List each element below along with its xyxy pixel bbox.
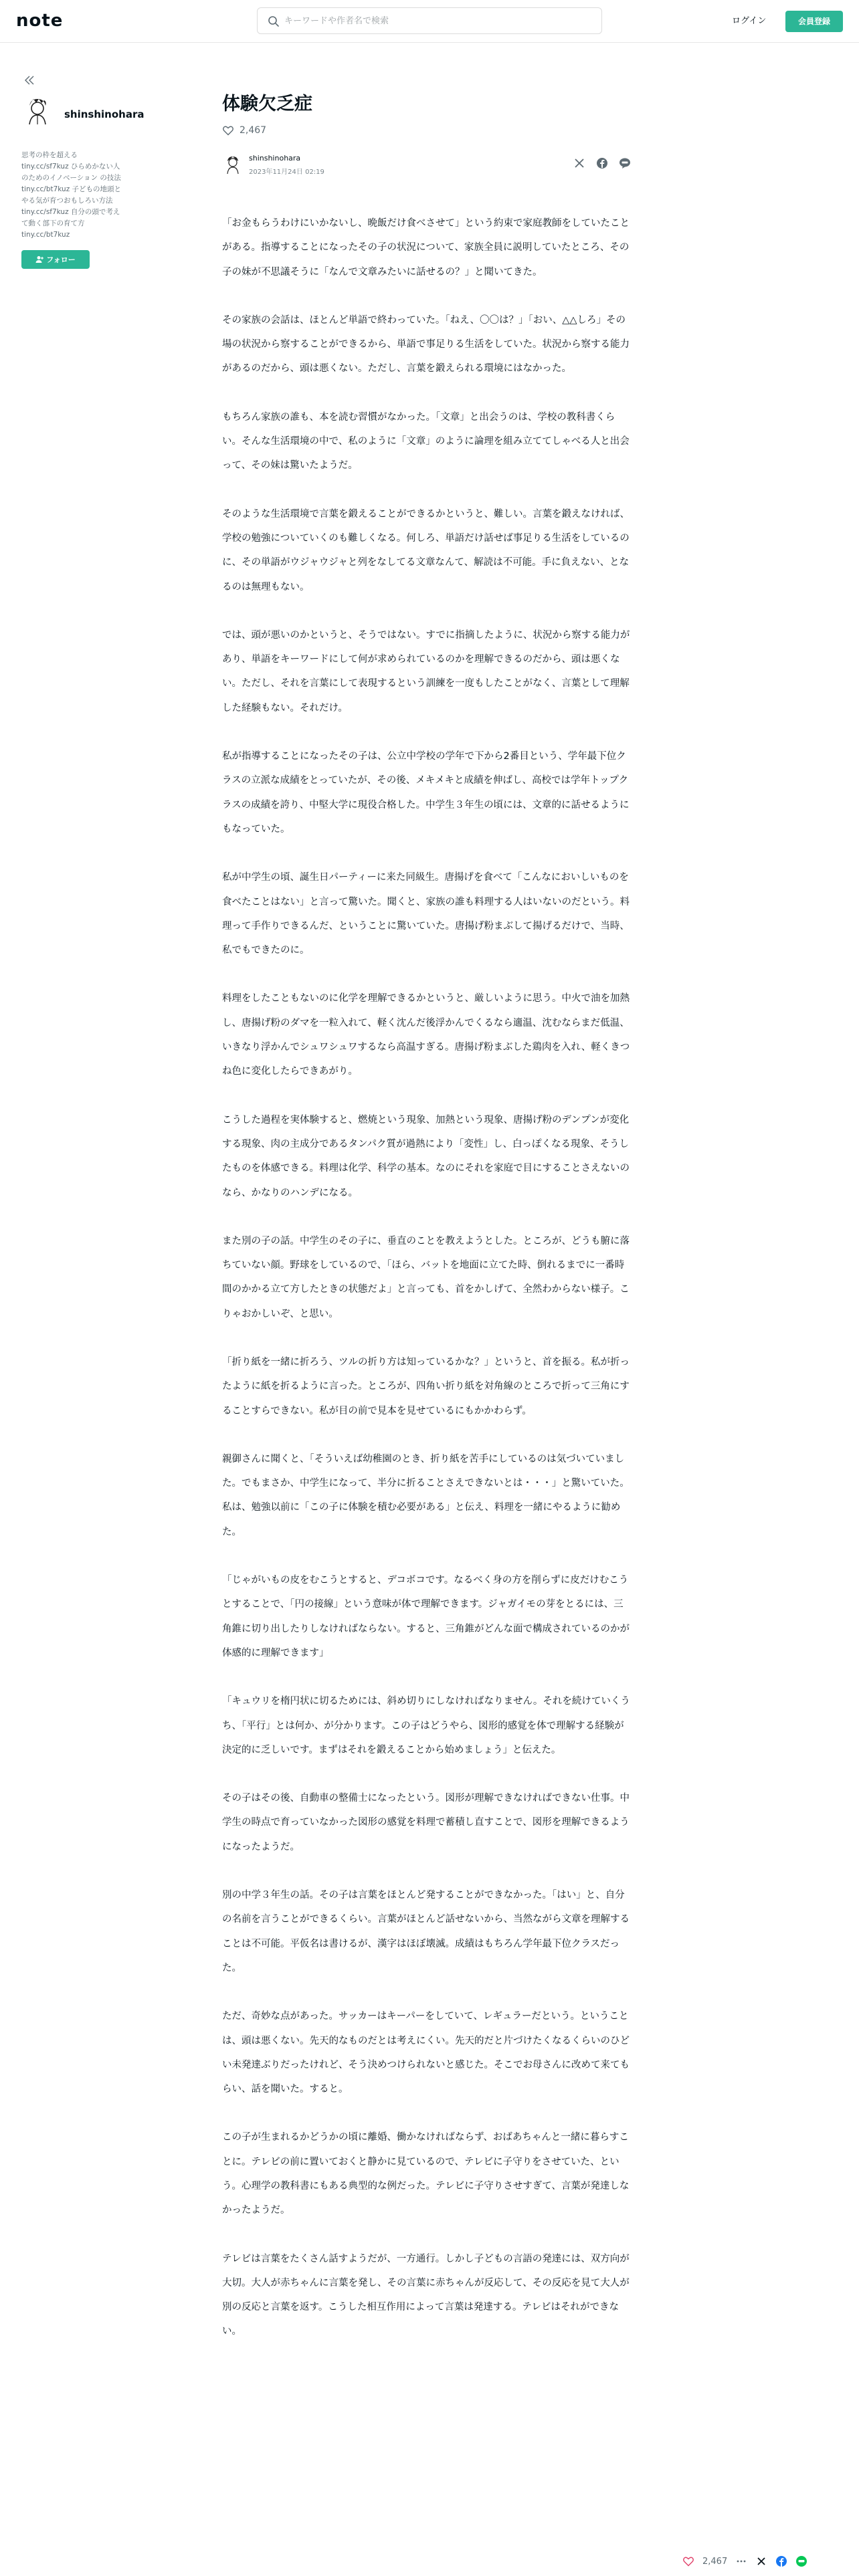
article-paragraph: 「お金もらうわけにいかないし、晩飯だけ食べさせて」という約束で家庭教師をしていたことがある。指導することになったその子の状況について、家族全員に説明していたところ、その子の妹が不思議そうに「なんで文章みたいに話せるの？」と聞いてきた。 (222, 218, 630, 278)
article-meta (222, 152, 632, 179)
article-paragraph: 料理をしたこともないのに化学を理解できるかというと、厳しいように思う。中火で油を加熱し、唐揚げ粉のダマを一粒入れて、軽く沈んだ後浮かんでくるなら適温、沈むならまだ低温、いきなり浮かんでシュワシュワするなら高温すぎる。唐揚げ粉まぶした鶏肉を入れ、軽くきつね色に変化したらできあがり。 (222, 993, 630, 1077)
article-paragraph: 「じゃがいもの皮をむこうとすると、デコボコです。なるべく身の方を削らずに皮だけむこうとすることで、「円の接線」という意味が体で理解できます。ジャガイモの芽をとるには、三角錐に切り出したりしなければならない。すると、三角錐がどんな面で構成されているのかが体感的に理解できます」 (222, 1575, 630, 1658)
article-paragraph: また別の子の話。中学生のその子に、垂直のことを教えようとした。ところが、どうも腑に落ちていない顔。野球をしているので、「ほら、バットを地面に立てた時、倒れるまでに一番時間のかかる立て方したときの状態だよ」と言っても、首をかしげて、全然わからない様子。こりゃおかしいぞ、と思い。 (222, 1235, 630, 1319)
article-paragraph: テレビは言葉をたくさん話すようだが、一方通行。しかし子どもの言語の発達には、双方向が大切。大人が赤ちゃんに言葉を発し、その言葉に赤ちゃんが反応して、その反応を見て大人が別の反応と言葉を返す。こうした相互作用によって言葉は発達する。テレビはそれができない。 (222, 2253, 630, 2337)
footer-x-icon[interactable] (755, 2555, 767, 2567)
article-paragraph: 「折り紙を一緒に折ろう、ツルの折り方は知っているかな？」というと、首を振る。私が折ったように紙を折るように言った。ところが、四角い折り紙を対角線のところで折って三角にすることすらできない。私が目の前で見本を見せているにもかかわらず。 (222, 1356, 630, 1416)
author-bio: 思考の枠を超える tiny.cc/sf7kuz ひらめかない人のためのイノベーション の技法 tiny.cc/bt7kuz 子どもの地頭とやる気が育つおもしろい方法 tiny.cc/sf7kuz 自分の頭で考えて動く部下の育て方 tiny.cc/bt7kuz (21, 151, 122, 239)
note-logo[interactable]: note (16, 11, 64, 31)
search-icon (267, 15, 280, 28)
article-paragraph: 私が中学生の頃、誕生日パーティーに来た同級生。唐揚げを食べて「こんなにおいしいものを食べたことはない」と言って驚いた。聞くと、家族の誰も料理する人はいないのだという。料理って手作りできるんだ、ということに驚いていた。唐揚げ粉まぶして揚げるだけで、当時、私でもできたのに。 (222, 872, 630, 956)
follow-button[interactable] (21, 250, 90, 269)
author-name[interactable]: shinshinohara (64, 108, 145, 120)
footer-facebook-icon[interactable] (775, 2555, 787, 2567)
article-paragraph: この子が生まれるかどうかの頃に離婚、働かなければならず、おばあちゃんと一緒に暮らすことに。テレビの前に置いておくと静かに見ているので、テレビに子守りをさせていた、という。心理学の教科書にもある典型的な例だった。テレビに子守りさせすぎて、言葉が発達しなかったようだ。 (222, 2132, 630, 2216)
article-paragraph: 別の中学３年生の話。その子は言葉をほとんど発することができなかった。「はい」と、自分の名前を言うことができるくらい。言葉がほとんど話せないから、当然ながら文章を理解することは不可能。平仮名は書けるが、漢字はほぼ壊滅。成績はもちろん学年最下位クラスだった。 (222, 1890, 630, 1973)
line-share-icon[interactable] (618, 156, 632, 170)
footer-likes-count: 2,467 (702, 2556, 728, 2567)
article-paragraph: もちろん家族の誰も、本を読む習慣がなかった。「文章」と出会うのは、学校の教科書くらい。そんな生活環境の中で、私のように「文章」のように論理を組み立ててしゃべる人と出会って、その妹は驚いたようだ。 (222, 411, 630, 471)
search-box[interactable] (257, 7, 602, 34)
article-paragraph: こうした過程を実体験すると、燃焼という現象、加熱という現象、唐揚げ粉のデンプンが変化する現象、肉の主成分であるタンパク質が過熱により「変性」し、白っぽくなる現象、そうしたものを体感できる。料理は化学、科学の基本。なのにそれを家庭で目にすることさえないのなら、かなりのハンデになる。 (222, 1114, 630, 1198)
article-paragraph: そのような生活環境で言葉を鍛えることができるかというと、難しい。言葉を鍛えなければ、学校の勉強についていくのも難しくなる。何しろ、単語だけ話せば事足りる生活をしているのに、その単語がウジャウジャと列をなしてる文章なんて、解読は不可能。手に負えない、となるのは無理もない。 (222, 508, 630, 593)
article (222, 91, 632, 2337)
article-body (222, 211, 632, 2368)
collapse-sidebar-icon[interactable] (23, 74, 36, 87)
login-link[interactable]: ログイン (732, 16, 767, 26)
article-paragraph: 親御さんに聞くと、「そういえば幼稚園のとき、折り紙を苦手にしているのは気づいていました。でもまさか、中学生になって、半分に折ることさえできないとは・・・」と驚いていた。私は、勉強以前に「この子に体験を積む必要がある」と伝え、料理を一緒にやるように勧めた。 (222, 1453, 630, 1537)
author-avatar-small[interactable] (222, 154, 244, 175)
article-title: 体験欠乏症 (222, 94, 312, 114)
author-avatar[interactable] (21, 95, 54, 127)
footer-heart-icon[interactable] (682, 2555, 694, 2567)
facebook-share-icon[interactable] (595, 156, 609, 170)
search-input[interactable] (284, 8, 592, 33)
heart-icon[interactable] (222, 124, 234, 136)
publish-date: 2023年11月24日 02:19 (249, 169, 324, 176)
likes-row (222, 124, 266, 136)
footer-more-icon[interactable] (735, 2555, 747, 2567)
bottom-action-bar (682, 2553, 850, 2569)
article-paragraph: その家族の会話は、ほとんど単語で終わっていた。「ねえ、〇〇は？」「おい、△△しろ」その場の状況から察することができるから、単語で事足りる生活をしていた。状況から察する能力があるのだから、頭は悪くない。ただし、言葉を鍛えられる環境にはなかった。 (222, 314, 630, 374)
article-paragraph: 私が指導することになったその子は、公立中学校の学年で下から2番目という、学年最下位クラスの立派な成績をとっていたが、その後、メキメキと成績を伸ばし、高校では学年トップクラスの成績を誇り、中堅大学に現役合格した。中学生３年生の頃には、文章的に話せるようにもなっていた。 (222, 751, 630, 835)
article-paragraph: その子はその後、自動車の整備士になったという。図形が理解できなければできない仕事。中学生の時点で育っていなかった図形の感覚を料理で蓄積し直すことで、図形を理解できるようになったようだ。 (222, 1793, 630, 1852)
meta-author-name[interactable]: shinshinohara (249, 154, 301, 163)
follow-label: フォロー (46, 255, 76, 264)
x-share-icon[interactable] (573, 156, 586, 170)
site-header (0, 0, 859, 43)
article-paragraph: 「キュウリを楕円状に切るためには、斜め切りにしなければなりません。それを続けていくうち、「平行」とは何か、が分かります。この子はどうやら、図形的感覚を体で理解する経験が決定的に乏しいです。まずはそれを鍛えることから始めましょう」と伝えた。 (222, 1696, 630, 1755)
article-paragraph: では、頭が悪いのかというと、そうではない。すでに指摘したように、状況から察する能力があり、単語をキーワードにして何が求められているのかを理解できるのだから、頭は悪くない。ただし、それを言葉にして表現するという訓練を一度もしたことがなく、言葉として理解した経験もない。それだけ。 (222, 629, 630, 714)
footer-line-icon[interactable] (795, 2555, 807, 2567)
article-paragraph: ただ、奇妙な点があった。サッカーはキーパーをしていて、レギュラーだという。ということは、頭は悪くない。先天的なものだとは考えにくい。先天的だと片づけたくなるくらいのひどい未発達ぶりだったけれど、そう決めつけられないと感じた。そこでお母さんに改めて来てもらい、話を聞いた。すると。 (222, 2011, 630, 2095)
share-icons (573, 156, 632, 170)
likes-count: 2,467 (240, 125, 267, 136)
add-user-icon (35, 255, 43, 263)
signup-button[interactable]: 会員登録 (785, 11, 843, 32)
